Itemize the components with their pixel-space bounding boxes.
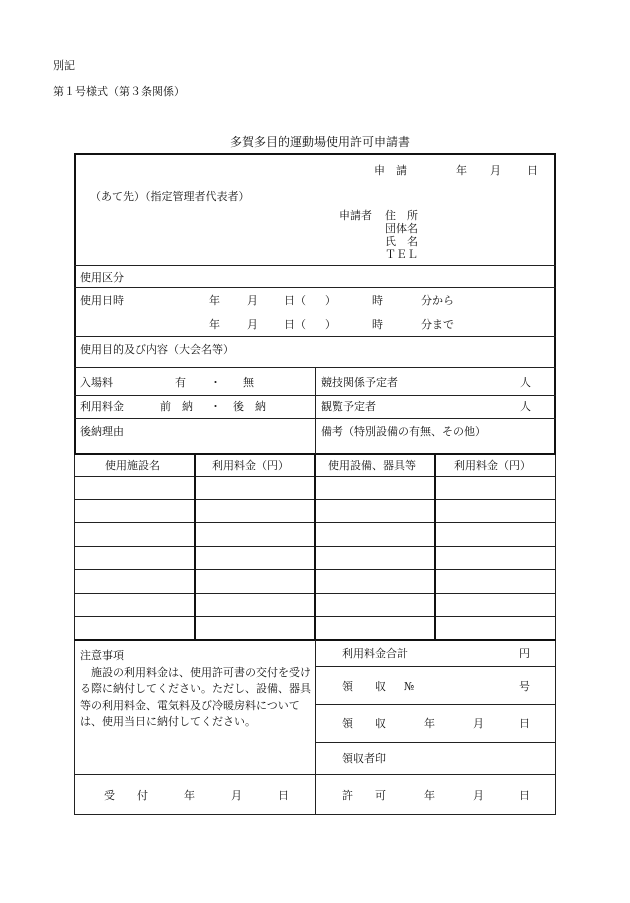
reception-month: 月	[231, 789, 242, 802]
notes-title: 注意事項	[80, 649, 124, 662]
document-title: 多賀多目的運動場使用許可申請書	[230, 135, 411, 149]
application-year: 年	[456, 164, 467, 177]
admission-yes: 有	[175, 376, 186, 389]
form-number: 第１号様式（第３条関係）	[53, 85, 185, 98]
reception-year: 年	[184, 789, 195, 802]
start-from: 分から	[421, 294, 454, 307]
reception-label: 受 付	[104, 789, 148, 802]
admission-no: 無	[243, 376, 254, 389]
athletes-label: 競技関係予定者	[321, 376, 398, 389]
name-label: 氏 名	[385, 235, 418, 248]
permission-year: 年	[424, 789, 435, 802]
end-hour: 時	[372, 318, 383, 331]
start-hour: 時	[372, 294, 383, 307]
receipt-issue-label: 号	[519, 680, 530, 693]
start-day: 日（	[284, 294, 306, 307]
permission-day: 日	[519, 789, 530, 802]
postpay-label: 後 納	[233, 400, 266, 413]
purpose-label: 使用目的及び内容（大会名等）	[80, 343, 234, 356]
end-until: 分まで	[421, 318, 454, 331]
application-day: 日	[527, 164, 538, 177]
spectators-persons: 人	[520, 400, 531, 413]
receipt-no-symbol: №	[404, 680, 415, 693]
betsuki-label: 別記	[53, 59, 75, 72]
address-label: 住 所	[385, 209, 418, 222]
end-paren-close: ）	[325, 318, 336, 331]
usage-fee-label: 利用料金	[80, 400, 124, 413]
notes-block	[80, 648, 312, 731]
receipt-year: 年	[424, 717, 435, 730]
facility-header: 使用施設名	[105, 459, 160, 472]
applicant-label: 申請者	[339, 209, 372, 222]
receipt-date-label: 領 収	[342, 717, 386, 730]
usage-category-label: 使用区分	[80, 271, 124, 284]
end-year: 年	[209, 318, 220, 331]
spectators-label: 観覧予定者	[321, 400, 376, 413]
start-paren-close: ）	[325, 294, 336, 307]
permission-month: 月	[473, 789, 484, 802]
receipt-month: 月	[473, 717, 484, 730]
receipt-day: 日	[519, 717, 530, 730]
fee-header: 利用料金（円）	[212, 459, 289, 472]
fee-header-2: 利用料金（円）	[454, 459, 531, 472]
prepay-label: 前 納	[160, 400, 193, 413]
permission-label: 許 可	[342, 789, 386, 802]
postpay-reason-label: 後納理由	[80, 425, 124, 438]
equipment-header: 使用設備、器具等	[328, 459, 416, 472]
tel-label: ＴＥＬ	[385, 248, 418, 261]
shinsei-label: 申 請	[374, 164, 407, 177]
group-name-label: 団体名	[385, 222, 418, 235]
remarks-label: 備考（特別設備の有無、その他）	[321, 425, 486, 438]
usage-datetime-label: 使用日時	[80, 294, 124, 307]
recipient-label: （あて先）（指定管理者代表者）	[90, 190, 250, 203]
application-month: 月	[490, 164, 501, 177]
end-day: 日（	[284, 318, 306, 331]
receiver-seal-label: 領収者印	[342, 752, 386, 765]
receipt-number-label: 領 収	[342, 680, 386, 693]
admission-label: 入場料	[80, 376, 113, 389]
notes-body: 施設の利用料金は、使用許可書の交付を受ける際に納付してください。ただし、設備、器具等の利用料金、電気料及び冷暖房料については、使用当日に納付してください。	[80, 665, 311, 728]
reception-day: 日	[278, 789, 289, 802]
athletes-persons: 人	[520, 376, 531, 389]
admission-dot: ・	[210, 376, 221, 389]
total-fee-label: 利用料金合計	[342, 647, 408, 660]
start-year: 年	[209, 294, 220, 307]
total-yen: 円	[519, 647, 530, 660]
fee-dot: ・	[210, 400, 221, 413]
start-month: 月	[247, 294, 258, 307]
end-month: 月	[247, 318, 258, 331]
